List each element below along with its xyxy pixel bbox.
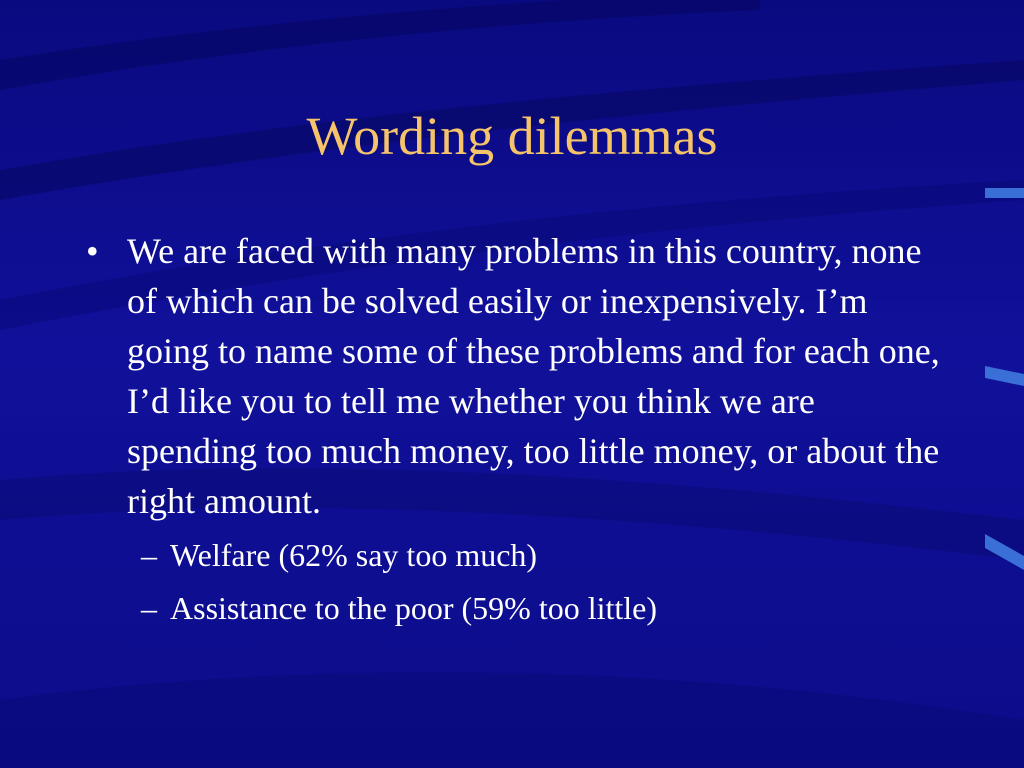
accent-dash — [985, 188, 1024, 198]
sub-bullet-item — [86, 529, 946, 582]
sub-bullet-list — [86, 529, 946, 635]
slide-title: Wording dilemmas — [306, 106, 718, 166]
bullet-item — [86, 226, 946, 526]
sub-bullet-marker: – — [141, 590, 157, 626]
sub-bullet-marker: – — [141, 537, 157, 573]
bullet-text: We are faced with many problems in this country, none of which can be solved easily or inexpensively. I’m going to name some of these problems and for each one, I’d like you to tell me whether you think we are spending too much money, too little money, or about the right amount. — [127, 231, 940, 521]
sub-bullet-text: Welfare (62% say too much) — [170, 537, 538, 573]
accent-dash — [985, 366, 1024, 386]
sub-bullet-item — [86, 582, 946, 635]
sub-bullet-text: Assistance to the poor (59% too little) — [170, 590, 658, 626]
slide-content — [86, 226, 946, 635]
bullet-marker: • — [86, 231, 99, 271]
